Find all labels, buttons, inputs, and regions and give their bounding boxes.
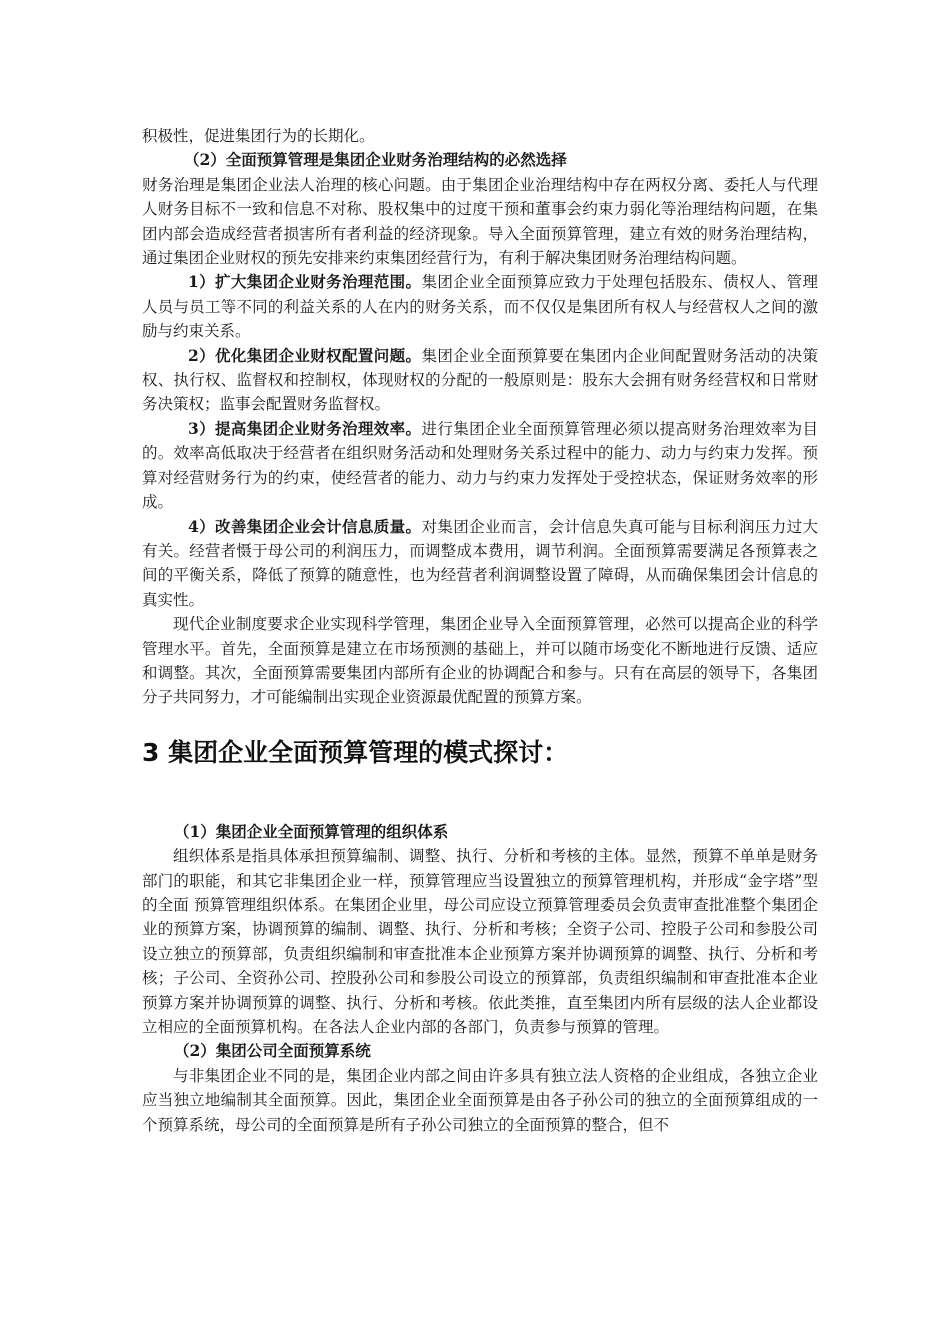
section-3-subheading-1: （1）集团企业全面预算管理的组织体系 [174, 821, 449, 841]
list-item-3-text: 进行集团企业全面预算管理必须以提高财务治理效率为目的。效率高低取决于经营者在组织财务活动和处理财务关系过程中的能力、动力与约束力发挥。预算对经营财务行为的约束，使经营者的能力、动力与约束力发挥处于受控状态，保证财务效率的形成。 [142, 419, 818, 512]
section-3-paragraph-2: 与非集团企业不同的是，集团企业内部之间由许多具有独立法人资格的企业组成，各独立企业应当独立地编制其全面预算。因此，集团企业全面预算是由各子孙公司的独立的全面预算组成的一个预算系统，母公司的全面预算是所有子孙公司独立的全面预算的整合，但不 [142, 1066, 818, 1134]
intro-paragraph: 积极性，促进集团行为的长期化。 [142, 127, 375, 145]
section-spacer [142, 770, 818, 820]
list-item-1-lead: 1）扩大集团企业财务治理范围。 [188, 272, 422, 292]
list-item-3 [142, 417, 818, 515]
section-3-title: 3 集团企业全面预算管理的模式探讨： [142, 737, 569, 767]
list-item-1 [142, 270, 818, 343]
governance-paragraph: 财务治理是集团企业法人治理的核心问题。由于集团企业治理结构中存在两权分离、委托人与代理人财务目标不一致和信息不对称、股权集中的过度干预和董事会约束力弱化等治理结构问题，在集团内部会造成经营者损害所有者利益的经济现象。导入全面预算管理，建立有效的财务治理结构，通过集团企业财权的预先安排来约束集团经营行为，有利于解决集团财务治理结构问题。 [142, 175, 818, 268]
section-3-paragraph-1: 组织体系是指具体承担预算编制、调整、执行、分析和考核的主体。显然，预算不单单是财务部门的职能，和其它非集团企业一样，预算管理应当设置独立的预算管理机构，并形成“金字塔”型的全面 预算管理组织体系。在集团企业里，母公司应设立预算管理委员会负责审查批准整个集团企业的预算方案，协调预算的编制、调整、执行、分析和考核；全资子公司、控股子公司和参股公司设立独立的预算部，负责组织编制和审查批准本企业预算方案并协调预算的调整、执行、分析和考核；子公司、全资孙公司、控股孙公司和参股公司设立的预算部，负责组织编制和审查批准本企业预算方案并协调预算的调整、执行、分析和考核。依此类推，直至集团内所有层级的法人企业都设立相应的全面预算机构。在各法人企业内部的各部门，负责参与预算的管理。 [142, 847, 818, 1036]
document-body [142, 124, 818, 1137]
list-item-4-lead: 4）改善集团企业会计信息质量。 [188, 516, 422, 536]
list-item-2-lead: 2）优化集团企业财权配置问题。 [188, 345, 422, 365]
list-item-2 [142, 344, 818, 417]
list-item-2-text: 集团企业全面预算要在集团内企业间配置财务活动的决策权、执行权、监督权和控制权，体现财权的分配的一般原则是：股东大会拥有财务经营权和日常财务决策权；监事会配置财务监督权。 [142, 346, 818, 414]
list-item-4 [142, 515, 818, 613]
list-item-1-text: 集团企业全面预算应致力于处理包括股东、债权人、管理人员与员工等不同的利益关系的人在内的财务关系，而不仅仅是集团所有权人与经营权人之间的激励与约束关系。 [142, 273, 818, 341]
subheading-2: （2）全面预算管理是集团企业财务治理结构的必然选择 [184, 150, 567, 170]
list-item-3-lead: 3）提高集团企业财务治理效率。 [188, 418, 422, 438]
list-item-4-text: 对集团企业而言，会计信息失真可能与目标利润压力过大有关。经营者慑于母公司的利润压力，而调整成本费用，调节利润。全面预算需要满足各预算表之间的平衡关系，降低了预算的随意性，也为经营者利润调整设置了障碍，从而确保集团会计信息的真实性。 [142, 517, 818, 609]
section-3-subheading-2: （2）集团公司全面预算系统 [174, 1041, 371, 1061]
modern-paragraph: 现代企业制度要求企业实现科学管理，集团企业导入全面预算管理，必然可以提高企业的科学管理水平。首先，全面预算是建立在市场预测的基础上，并可以随市场变化不断地进行反馈、适应和调整。其次，全面预算需要集团内部所有企业的协调配合和参与。只有在高层的领导下，各集团分子共同努力，才可能编制出实现企业资源最优配置的预算方案。 [142, 615, 818, 707]
